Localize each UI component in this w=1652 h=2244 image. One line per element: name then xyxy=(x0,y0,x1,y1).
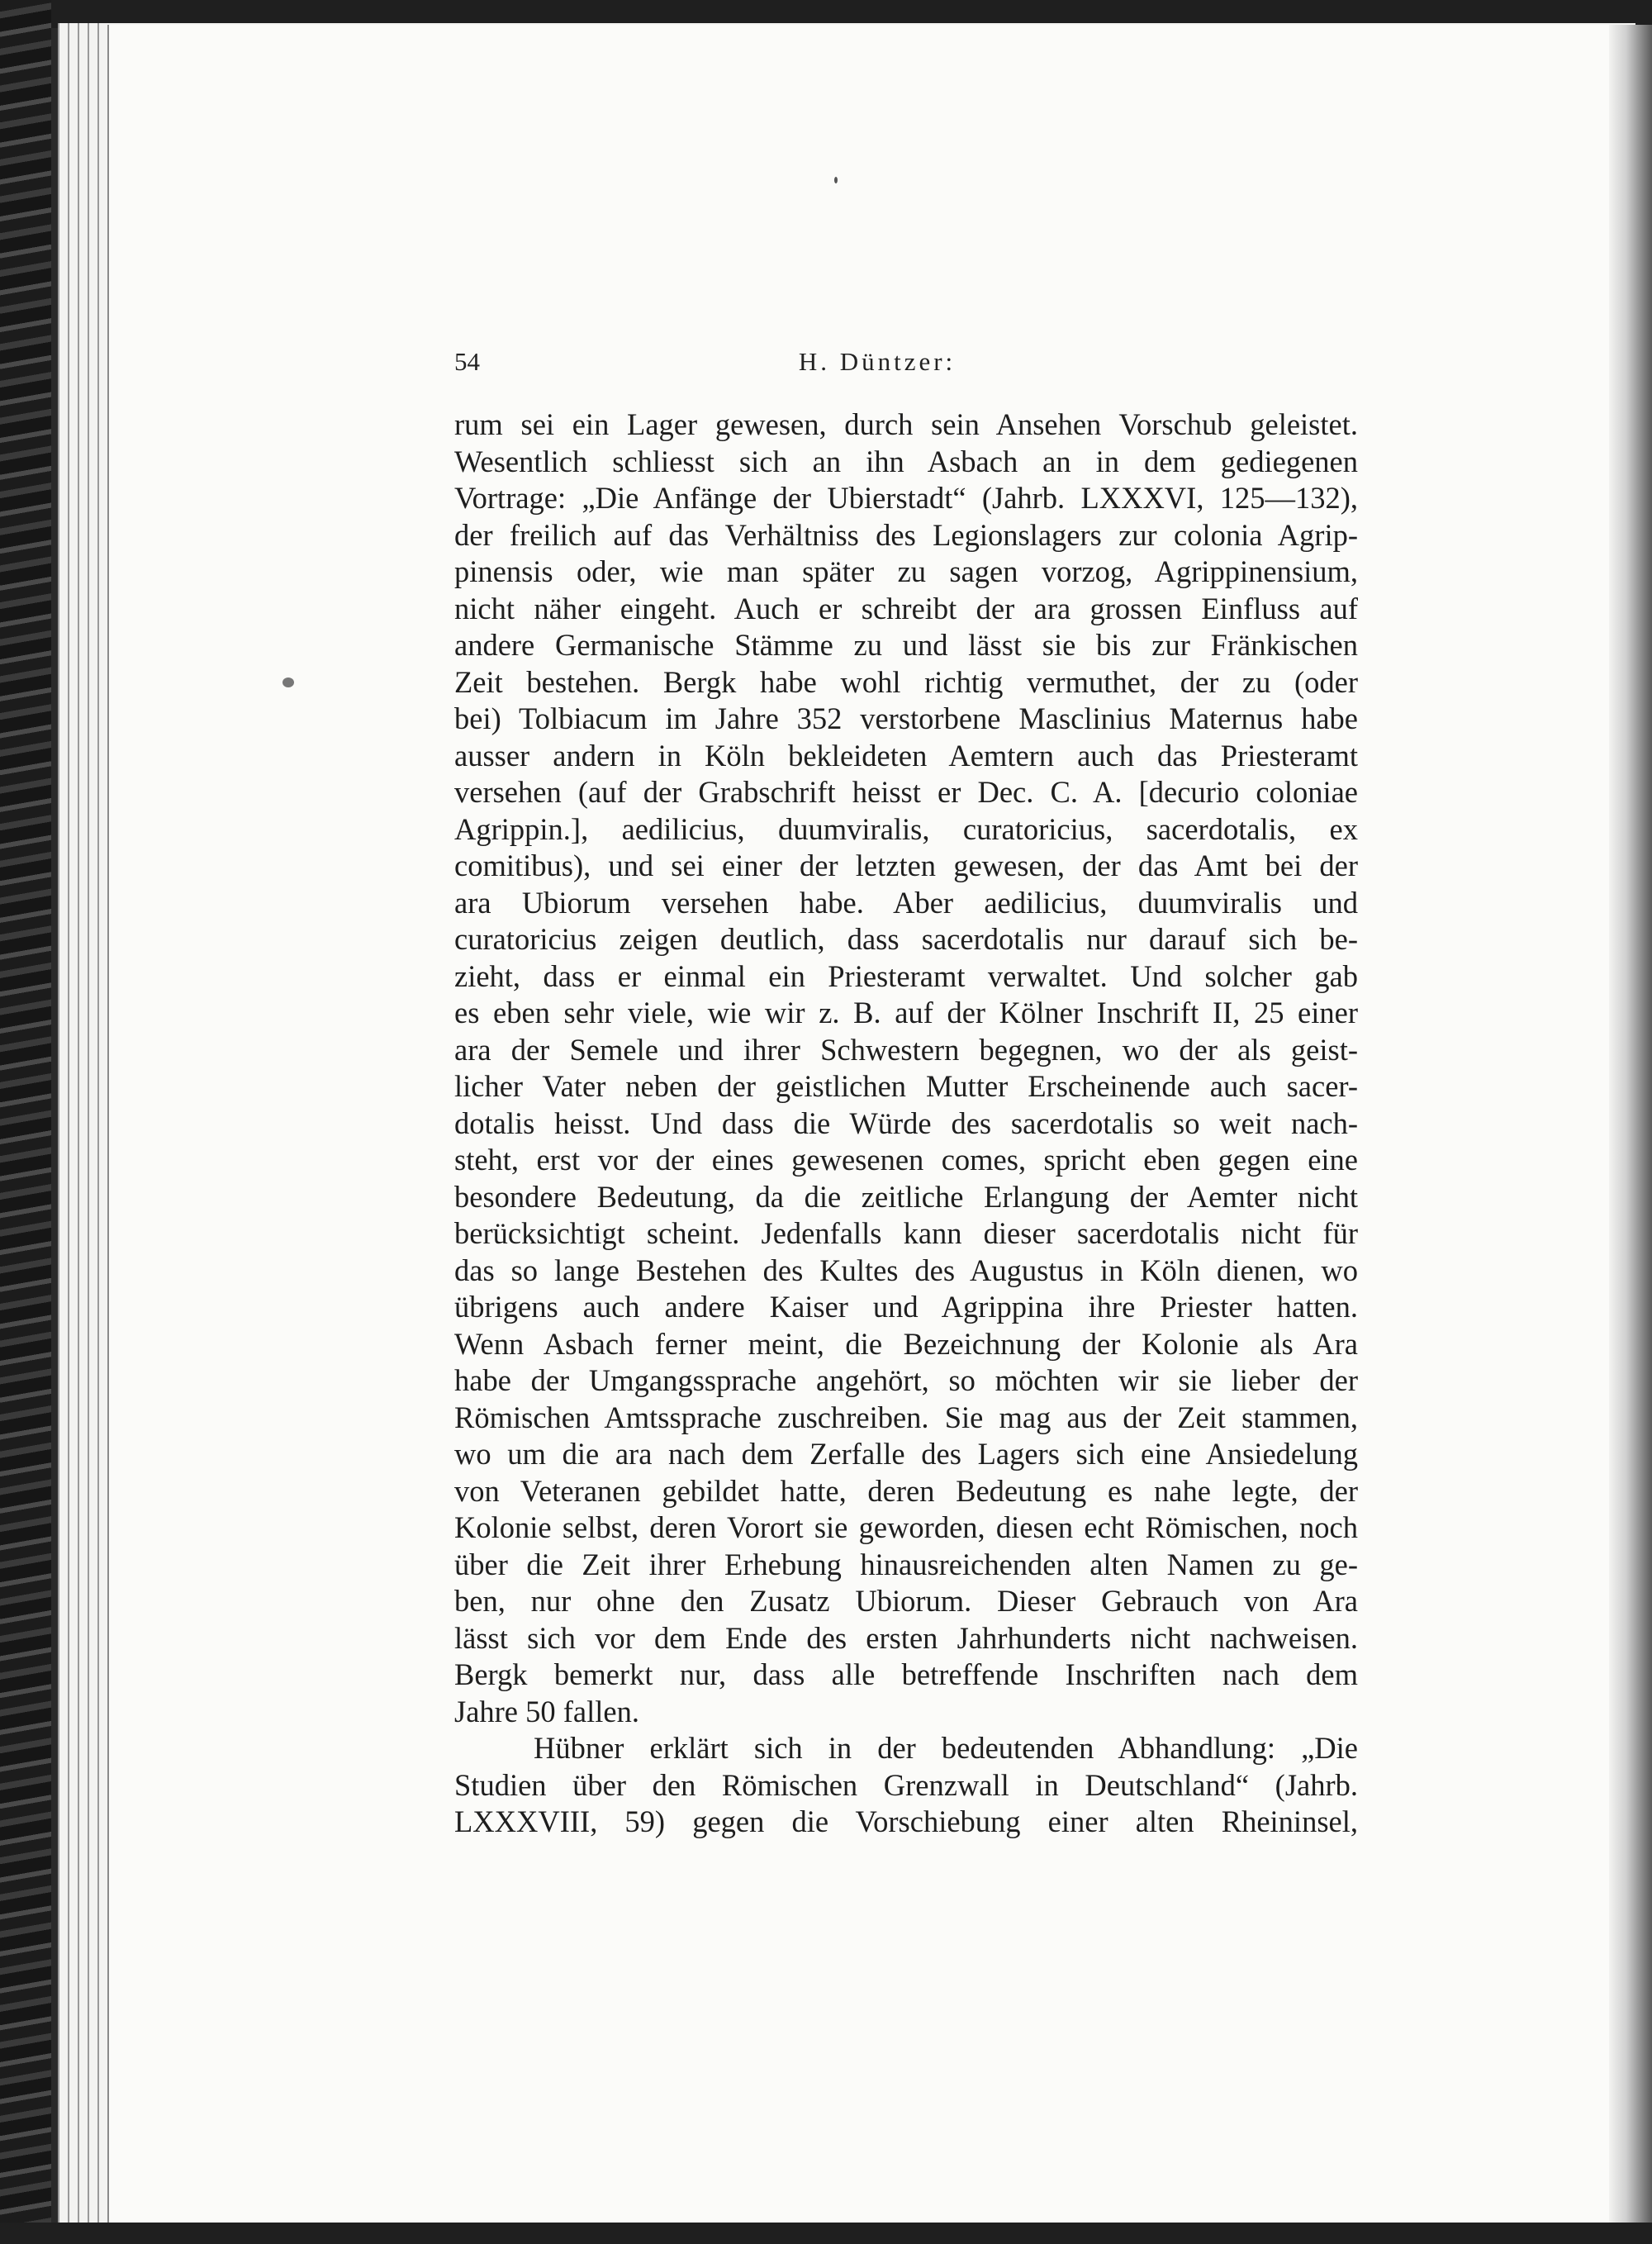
text-line: lässt sich vor dem Ende des ersten Jahrhunderts nicht nachweisen. xyxy=(454,1620,1358,1655)
text-line: ara Ubiorum versehen habe. Aber aedilicius, duumviralis und xyxy=(454,885,1358,920)
text-line: das so lange Bestehen des Kultes des Augustus in Köln dienen, wo xyxy=(454,1253,1358,1287)
text-line: versehen (auf der Grabschrift heisst er Dec. C. A. [decurio coloniae xyxy=(454,775,1358,809)
text-line: ben, nur ohne den Zusatz Ubiorum. Dieser Gebrauch von Ara xyxy=(454,1584,1358,1618)
text-line: Jahre 50 fallen. xyxy=(454,1694,639,1728)
text-line: Studien über den Römischen Grenzwall in Deutschland“ (Jahrb. xyxy=(454,1767,1358,1802)
text-line: nicht näher eingeht. Auch er schreibt der ara grossen Einfluss auf xyxy=(454,591,1358,625)
text-line: licher Vater neben der geistlichen Mutter Erscheinende auch sacer- xyxy=(454,1069,1358,1103)
text-line: der freilich auf das Verhältniss des Legionslagers zur colonia Agrip- xyxy=(454,517,1358,552)
text-line: dotalis heisst. Und dass die Würde des sacerdotalis so weit nach- xyxy=(454,1105,1358,1140)
running-head: H. Düntzer: xyxy=(798,347,957,376)
text-line: Wenn Asbach ferner meint, die Bezeichnung der Kolonie als Ara xyxy=(454,1326,1358,1361)
page-header xyxy=(347,347,1358,397)
text-line: zieht, dass er einmal ein Priesteramt verwaltet. Und solcher gab xyxy=(454,958,1358,993)
text-line: Bergk bemerkt nur, dass alle betreffende Inschriften nach dem xyxy=(454,1657,1358,1691)
text-line: Hübner erklärt sich in der bedeutenden Abhandlung: „Die xyxy=(534,1731,1358,1765)
text-line: es eben sehr viele, wie wir z. B. auf der Kölner Inschrift II, 25 einer xyxy=(454,996,1358,1029)
text-line: bei) Tolbiacum im Jahre 352 verstorbene Masclinius Maternus habe xyxy=(454,701,1358,735)
body-text xyxy=(454,406,1358,1841)
speck xyxy=(282,677,294,687)
text-line: Wesentlich schliesst sich an ihn Asbach an in dem gediegenen xyxy=(454,444,1358,478)
text-line: berücksichtigt scheint. Jedenfalls kann dieser sacerdotalis nicht für xyxy=(454,1216,1358,1250)
speck xyxy=(834,177,838,183)
text-line: habe der Umgangssprache angehört, so möchten wir sie lieber der xyxy=(454,1363,1358,1397)
bottom-edge xyxy=(0,2223,1652,2244)
page-number: 54 xyxy=(454,347,480,376)
text-line: LXXXVIII, 59) gegen die Vorschiebung einer alten Rheininsel, xyxy=(454,1804,1358,1838)
text-line: über die Zeit ihrer Erhebung hinausreichenden alten Namen zu ge- xyxy=(454,1547,1358,1581)
text-line: Kolonie selbst, deren Vorort sie geworden, diesen echt Römischen, noch xyxy=(454,1510,1358,1544)
text-line: von Veteranen gebildet hatte, deren Bedeutung es nahe legte, der xyxy=(454,1473,1358,1508)
text-line: andere Germanische Stämme zu und lässt sie bis zur Fränkischen xyxy=(454,628,1358,662)
text-line: ara der Semele und ihrer Schwestern begegnen, wo der als geist- xyxy=(454,1032,1358,1067)
text-line: pinensis oder, wie man später zu sagen vorzog, Agrippinensium, xyxy=(454,554,1358,588)
text-line: Zeit bestehen. Bergk habe wohl richtig vermuthet, der zu (oder xyxy=(454,664,1358,699)
text-line: comitibus), und sei einer der letzten gewesen, der das Amt bei der xyxy=(454,849,1358,882)
text-line: übrigens auch andere Kaiser und Agrippina ihre Priester hatten. xyxy=(454,1290,1358,1324)
book-cover-edge xyxy=(0,0,51,2244)
right-book-edge xyxy=(1609,25,1652,2223)
text-line: steht, erst vor der eines gewesenen comes, spricht eben gegen eine xyxy=(454,1143,1358,1177)
text-line: wo um die ara nach dem Zerfalle des Lagers sich eine Ansiedelung xyxy=(454,1437,1358,1471)
text-line: Agrippin.], aedilicius, duumviralis, curatoricius, sacerdotalis, ex xyxy=(454,811,1358,846)
text-line: Römischen Amtssprache zuschreiben. Sie mag aus der Zeit stammen, xyxy=(454,1400,1358,1434)
text-line: curatoricius zeigen deutlich, dass sacerdotalis nur darauf sich be- xyxy=(454,922,1358,956)
text-line: besondere Bedeutung, da die zeitliche Erlangung der Aemter nicht xyxy=(454,1179,1358,1214)
text-line: ausser andern in Köln bekleideten Aemtern auch das Priesteramt xyxy=(454,738,1358,773)
text-line: Vortrage: „Die Anfänge der Ubierstadt“ (Jahrb. LXXXVI, 125—132), xyxy=(454,481,1358,515)
text-line: rum sei ein Lager gewesen, durch sein Ansehen Vorschub geleistet. xyxy=(454,407,1358,441)
